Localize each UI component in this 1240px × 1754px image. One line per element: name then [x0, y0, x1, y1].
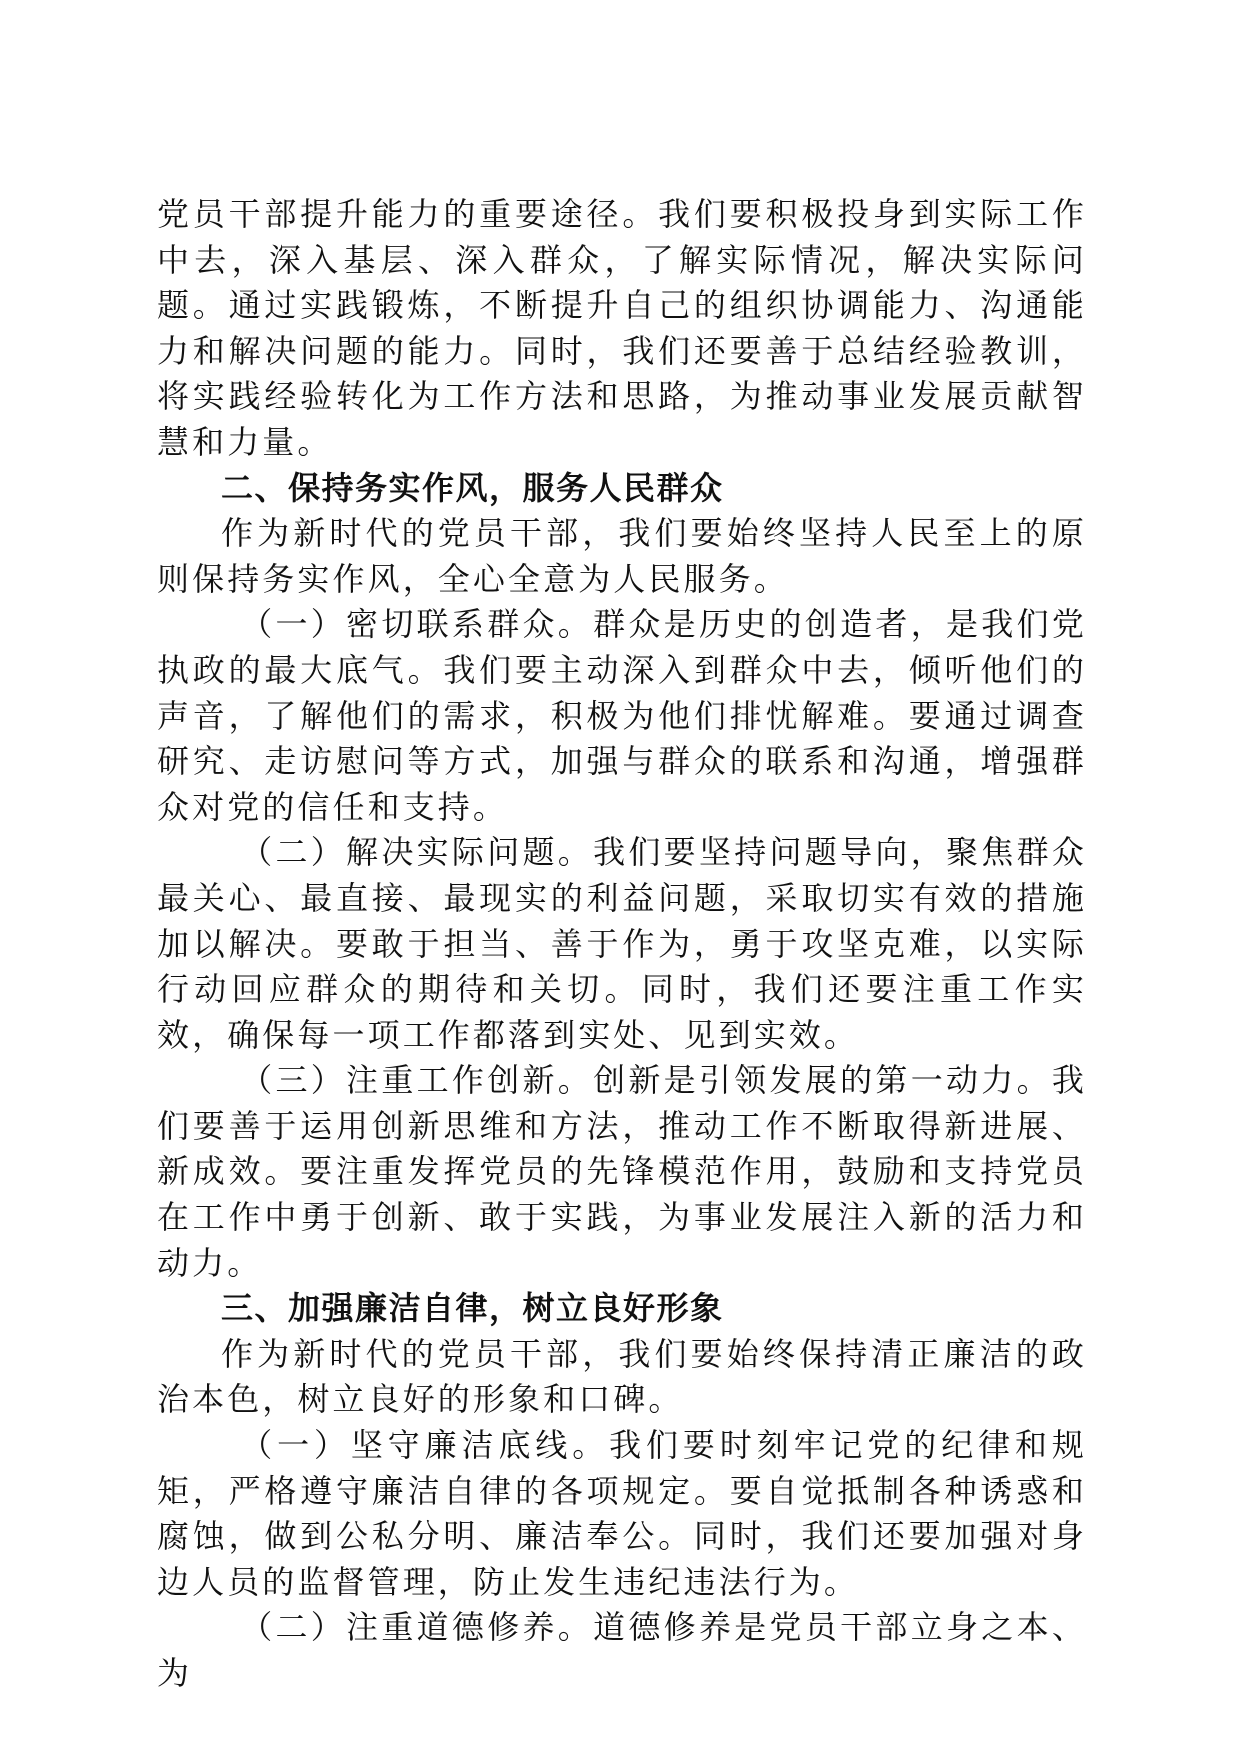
section-2-item-1: （一）密切联系群众。群众是历史的创造者，是我们党执政的最大底气。我们要主动深入到群众中去，倾听他们的声音，了解他们的需求，积极为他们排忧解难。要通过调查研究、走访慰问等方式，加强与群众的联系和沟通，增强群众对党的信任和支持。	[157, 605, 1087, 826]
document-page	[157, 192, 1087, 1697]
section-heading-3: 三、加强廉洁自律，树立良好形象	[221, 1289, 724, 1328]
section-3-item-1: （一）坚守廉洁底线。我们要时刻牢记党的纪律和规矩，严格遵守廉洁自律的各项规定。要自觉抵制各种诱惑和腐蚀，做到公私分明、廉洁奉公。同时，我们还要加强对身边人员的监督管理，防止发生违纪违法行为。	[157, 1426, 1087, 1601]
section-2-item-3: （三）注重工作创新。创新是引领发展的第一动力。我们要善于运用创新思维和方法，推动工作不断取得新进展、新成效。要注重发挥党员的先锋模范作用，鼓励和支持党员在工作中勇于创新、敢于实践，为事业发展注入新的活力和动力。	[157, 1061, 1087, 1282]
section-2-intro: 作为新时代的党员干部，我们要始终坚持人民至上的原则保持务实作风，全心全意为人民服务。	[157, 514, 1087, 598]
section-3-item-2: （二）注重道德修养。道德修养是党员干部立身之本、为	[157, 1608, 1087, 1692]
section-heading-2: 二、保持务实作风，服务人民群众	[221, 468, 724, 507]
section-3-intro: 作为新时代的党员干部，我们要始终保持清正廉洁的政治本色，树立良好的形象和口碑。	[157, 1334, 1087, 1419]
section-2-item-2: （二）解决实际问题。我们要坚持问题导向，聚焦群众最关心、最直接、最现实的利益问题，采取切实有效的措施加以解决。要敢于担当、善于作为，勇于攻坚克难，以实际行动回应群众的期待和关切。同时，我们还要注重工作实效，确保每一项工作都落到实处、见到实效。	[157, 833, 1087, 1054]
paragraph-continued: 党员干部提升能力的重要途径。我们要积极投身到实际工作中去，深入基层、深入群众，了解实际情况，解决实际问题。通过实践锻炼，不断提升自己的组织协调能力、沟通能力和解决问题的能力。同时，我们还要善于总结经验教训，将实践经验转化为工作方法和思路，为推动事业发展贡献智慧和力量。	[157, 195, 1087, 461]
